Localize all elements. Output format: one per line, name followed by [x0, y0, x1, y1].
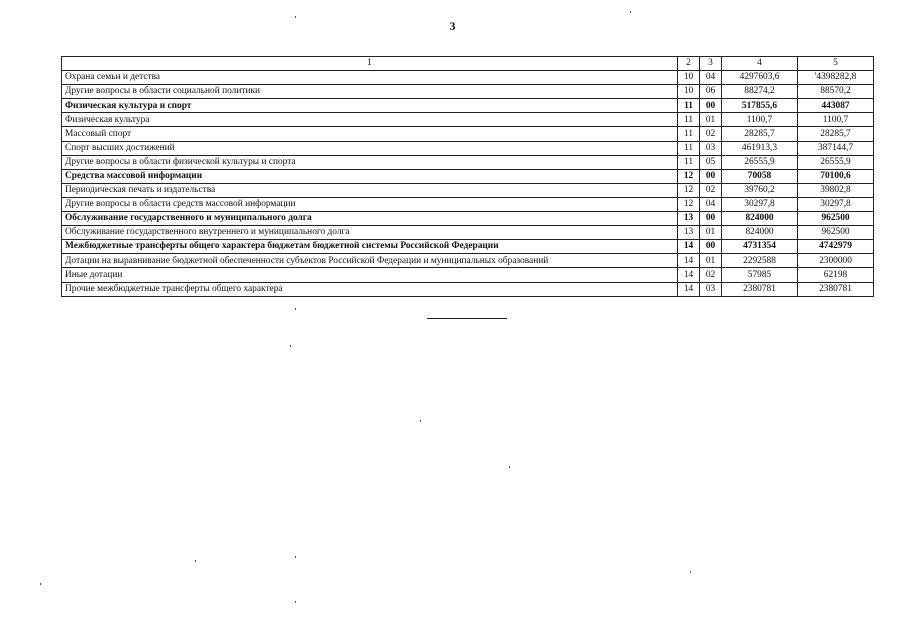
scan-speck: [195, 560, 196, 562]
header-col-5: 5: [798, 57, 874, 71]
row-value-col-4: 26555,9: [722, 155, 798, 169]
row-value-col-4: 2292588: [722, 254, 798, 268]
row-section-code: 12: [678, 183, 700, 197]
page-number: 3: [449, 19, 456, 33]
table-row: [62, 226, 874, 240]
table-row: [62, 127, 874, 141]
row-name: Межбюджетные трансферты общего характера бюджетам бюджетной системы Российской Федерации: [62, 240, 678, 254]
row-name: Физическая культура и спорт: [62, 99, 678, 113]
row-value-col-4: 57985: [722, 268, 798, 282]
row-section-code: 11: [678, 99, 700, 113]
row-value-col-4: 4731354: [722, 240, 798, 254]
row-value-col-5: 26555,9: [798, 155, 874, 169]
row-value-col-5: 962500: [798, 212, 874, 226]
table-row: [62, 282, 874, 296]
row-value-col-4: 517855,6: [722, 99, 798, 113]
row-section-code: 11: [678, 113, 700, 127]
row-subsection-code: 01: [700, 226, 722, 240]
row-section-code: 10: [678, 85, 700, 99]
row-subsection-code: 00: [700, 169, 722, 183]
row-section-code: 11: [678, 141, 700, 155]
row-subsection-code: 02: [700, 268, 722, 282]
table-row: [62, 169, 874, 183]
row-value-col-5: 70100,6: [798, 169, 874, 183]
row-section-code: 14: [678, 254, 700, 268]
row-subsection-code: 00: [700, 212, 722, 226]
header-col-4: 4: [722, 57, 798, 71]
scan-speck: [630, 11, 631, 13]
scan-speck: [420, 420, 421, 422]
table-row: [62, 113, 874, 127]
row-subsection-code: 03: [700, 282, 722, 296]
scan-speck: [509, 466, 510, 468]
row-section-code: 11: [678, 127, 700, 141]
scan-speck: [290, 345, 291, 347]
table-row: [62, 155, 874, 169]
row-value-col-4: 39760,2: [722, 183, 798, 197]
row-value-col-5: 88570,2: [798, 85, 874, 99]
row-name: Охрана семьи и детства: [62, 71, 678, 85]
row-section-code: 10: [678, 71, 700, 85]
row-section-code: 12: [678, 197, 700, 211]
row-subsection-code: 06: [700, 85, 722, 99]
table-row: [62, 183, 874, 197]
row-name: Периодическая печать и издательства: [62, 183, 678, 197]
row-value-col-5: 2300000: [798, 254, 874, 268]
budget-table: [61, 56, 874, 297]
row-value-col-4: 70058: [722, 169, 798, 183]
row-subsection-code: 04: [700, 71, 722, 85]
row-value-col-5: 443087: [798, 99, 874, 113]
row-subsection-code: 01: [700, 254, 722, 268]
row-subsection-code: 00: [700, 240, 722, 254]
row-name: Обслуживание государственного и муниципального долга: [62, 212, 678, 226]
table-row: [62, 141, 874, 155]
row-value-col-4: 2380781: [722, 282, 798, 296]
scan-speck: [295, 308, 296, 310]
row-section-code: 14: [678, 240, 700, 254]
row-subsection-code: 04: [700, 197, 722, 211]
table-row: [62, 268, 874, 282]
row-value-col-5: 28285,7: [798, 127, 874, 141]
row-value-col-4: 824000: [722, 212, 798, 226]
end-rule: [427, 318, 507, 319]
row-value-col-5: 2380781: [798, 282, 874, 296]
row-value-col-4: 461913,3: [722, 141, 798, 155]
row-value-col-4: 4297603,6: [722, 71, 798, 85]
row-value-col-4: 824000: [722, 226, 798, 240]
row-name: Средства массовой информации: [62, 169, 678, 183]
row-value-col-4: 88274,2: [722, 85, 798, 99]
row-value-col-4: 1100,7: [722, 113, 798, 127]
row-name: Другие вопросы в области физической культуры и спорта: [62, 155, 678, 169]
scan-speck: [690, 571, 691, 573]
row-value-col-5: 1100,7: [798, 113, 874, 127]
row-value-col-5: '4398282,8: [798, 71, 874, 85]
scan-speck: [40, 583, 41, 585]
header-col-2: 2: [678, 57, 700, 71]
table-row: [62, 99, 874, 113]
row-name: Обслуживание государственного внутреннего и муниципального долга: [62, 226, 678, 240]
row-value-col-4: 30297,8: [722, 197, 798, 211]
row-subsection-code: 05: [700, 155, 722, 169]
row-section-code: 12: [678, 169, 700, 183]
table-row: [62, 197, 874, 211]
row-section-code: 11: [678, 155, 700, 169]
row-value-col-5: 39802,8: [798, 183, 874, 197]
row-subsection-code: 01: [700, 113, 722, 127]
row-value-col-5: 62198: [798, 268, 874, 282]
row-subsection-code: 03: [700, 141, 722, 155]
scan-speck: [295, 16, 296, 18]
row-name: Физическая культура: [62, 113, 678, 127]
table-body: [62, 71, 874, 297]
row-name: Спорт высших достижений: [62, 141, 678, 155]
scan-speck: [295, 601, 296, 603]
row-subsection-code: 00: [700, 99, 722, 113]
table-row: [62, 85, 874, 99]
row-value-col-5: 962500: [798, 226, 874, 240]
row-value-col-5: 4742979: [798, 240, 874, 254]
row-value-col-5: 30297,8: [798, 197, 874, 211]
row-name: Прочие межбюджетные трансферты общего характера: [62, 282, 678, 296]
table-row: [62, 240, 874, 254]
row-name: Массовый спорт: [62, 127, 678, 141]
table-header-row: [62, 57, 874, 71]
row-section-code: 13: [678, 212, 700, 226]
row-name: Иные дотации: [62, 268, 678, 282]
row-value-col-5: 387144,7: [798, 141, 874, 155]
row-subsection-code: 02: [700, 127, 722, 141]
table-row: [62, 254, 874, 268]
row-name: Другие вопросы в области средств массовой информации: [62, 197, 678, 211]
row-name: Дотации на выравнивание бюджетной обеспеченности субъектов Российской Федерации и муниципальных образований: [62, 254, 678, 268]
header-col-3: 3: [700, 57, 722, 71]
row-section-code: 14: [678, 282, 700, 296]
table-row: [62, 71, 874, 85]
scan-speck: [295, 556, 296, 558]
header-col-1: 1: [62, 57, 678, 71]
row-section-code: 14: [678, 268, 700, 282]
row-name: Другие вопросы в области социальной политики: [62, 85, 678, 99]
row-value-col-4: 28285,7: [722, 127, 798, 141]
row-section-code: 13: [678, 226, 700, 240]
row-subsection-code: 02: [700, 183, 722, 197]
table-row: [62, 212, 874, 226]
